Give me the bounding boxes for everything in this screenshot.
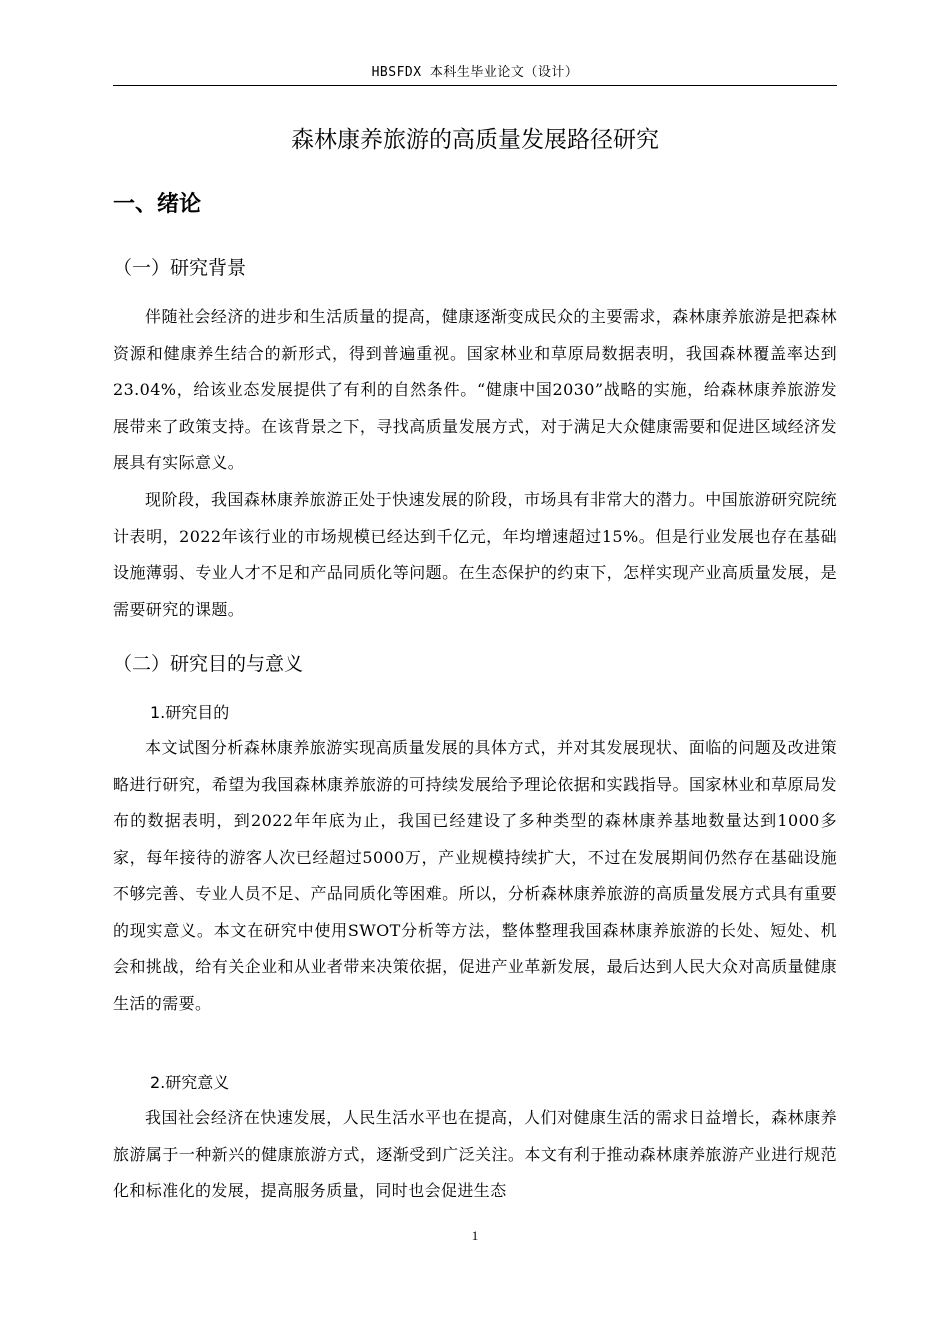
section-heading-background: （一）研究背景 <box>113 257 247 279</box>
paragraph-background-1: 伴随社会经济的进步和生活质量的提高，健康逐渐变成民众的主要需求，森林康养旅游是把森林资源和健康养生结合的新形式，得到普遍重视。国家林业和草原局数据表明，我国森林覆盖率达到23.04%，给该业态发展提供了有利的自然条件。“健康中国2030”战略的实施，给森林康养旅游发展带来了政策支持。在该背景之下，寻找高质量发展方式，对于满足大众健康需要和促进区域经济发展具有实际意义。 <box>113 307 837 472</box>
subsection-heading-purpose: 1.研究目的 <box>150 703 230 722</box>
header-divider <box>113 85 837 86</box>
subsection-heading-significance: 2.研究意义 <box>150 1073 230 1092</box>
page-number: 1 <box>471 1228 479 1243</box>
page-header: HBSFDX 本科生毕业论文（设计） <box>371 65 579 80</box>
paragraph-purpose: 本文试图分析森林康养旅游实现高质量发展的具体方式，并对其发展现状、面临的问题及改进策略进行研究，希望为我国森林康养旅游的可持续发展给予理论依据和实践指导。国家林业和草原局发布的数据表明，到2022年年底为止，我国已经建设了多种类型的森林康养基地数量达到1000多家，每年接待的游客人次已经超过5000万，产业规模持续扩大，不过在发展期间仍然存在基础设施不够完善、专业人员不足、产品同质化等困难。所以，分析森林康养旅游的高质量发展方式具有重要的现实意义。本文在研究中使用SWOT分析等方法，整体整理我国森林康养旅游的长处、短处、机会和挑战，给有关企业和从业者带来决策依据，促进产业革新发展，最后达到人民大众对高质量健康生活的需要。 <box>113 738 837 1013</box>
document-title: 森林康养旅游的高质量发展路径研究 <box>291 127 659 153</box>
paragraph-background-2: 现阶段，我国森林康养旅游正处于快速发展的阶段，市场具有非常大的潜力。中国旅游研究院统计表明，2022年该行业的市场规模已经达到千亿元，年均增速超过15%。但是行业发展也存在基础设施薄弱、专业人才不足和产品同质化等问题。在生态保护的约束下，怎样实现产业高质量发展，是需要研究的课题。 <box>113 490 837 619</box>
section-heading-purpose-significance: （二）研究目的与意义 <box>113 653 304 675</box>
paragraph-significance: 我国社会经济在快速发展，人民生活水平也在提高，人们对健康生活的需求日益增长，森林康养旅游属于一种新兴的健康旅游方式，逐渐受到广泛关注。本文有利于推动森林康养旅游产业进行规范化和标准化的发展，提高服务质量，同时也会促进生态 <box>113 1108 837 1200</box>
chapter-heading: 一、绪论 <box>113 192 202 217</box>
